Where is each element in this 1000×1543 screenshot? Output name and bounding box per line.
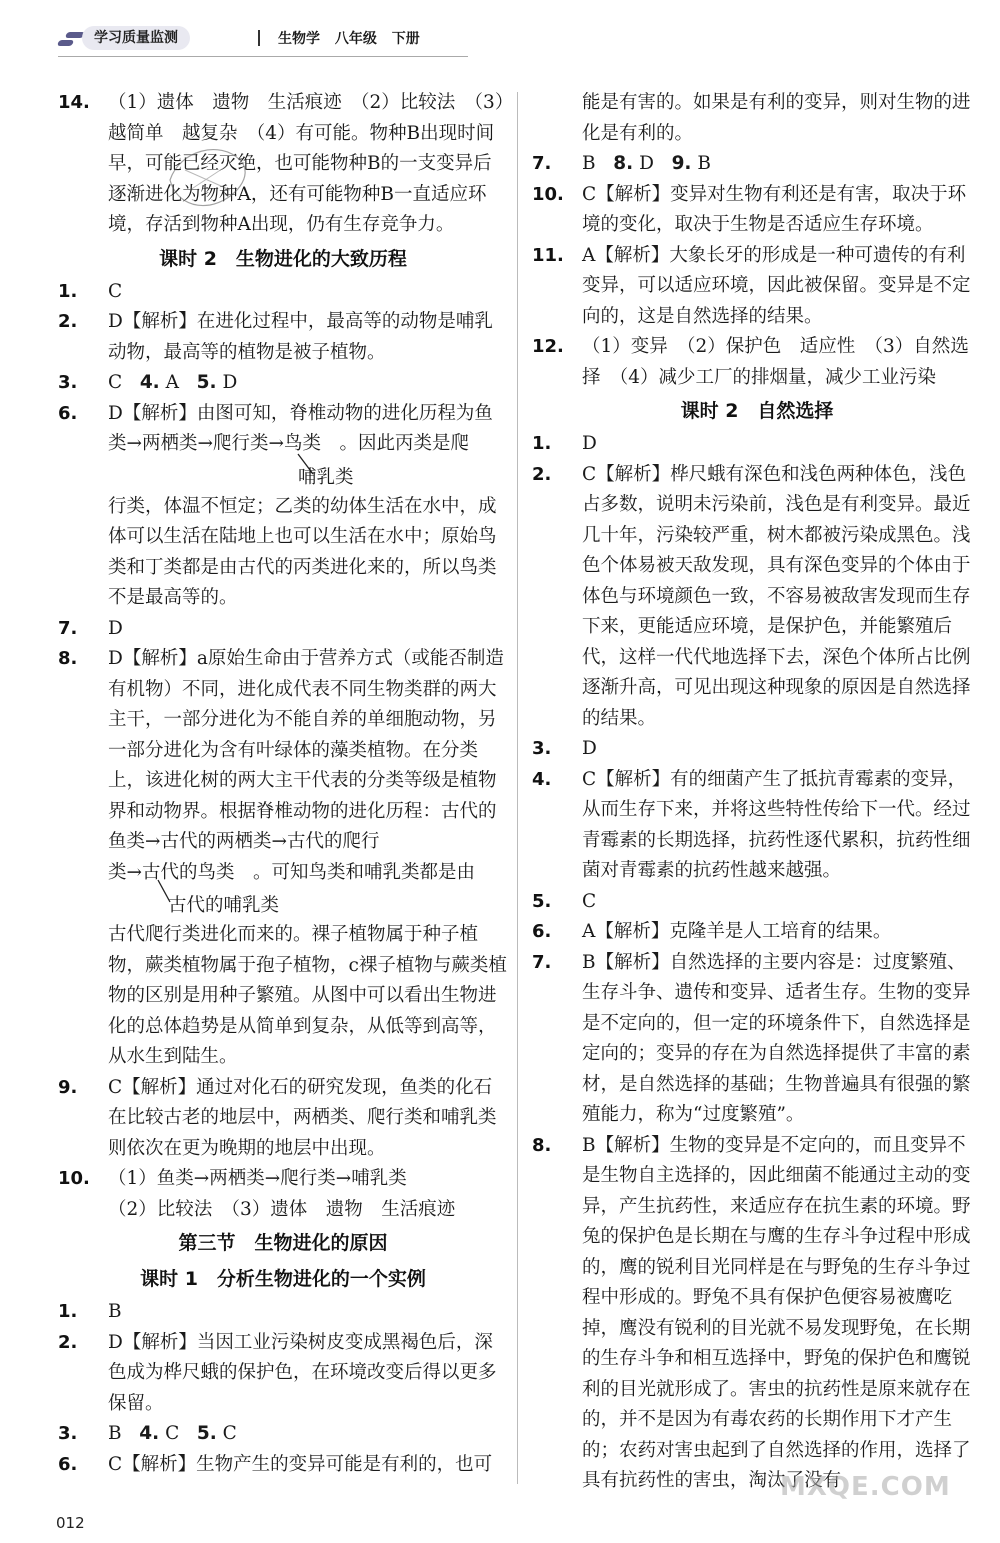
question-number: 5. (196, 1423, 217, 1444)
question-number: 8. (613, 153, 634, 174)
answer-text: D (108, 617, 123, 639)
header-separator (258, 30, 260, 46)
question-number: 1. (532, 433, 552, 454)
question-number: 7. (58, 617, 78, 639)
question-8 (532, 1131, 982, 1497)
answer-text: 能是有害的。如果是有利的变异，则对生物的进化是有利的。 (582, 92, 971, 144)
answer-text: B (697, 153, 711, 174)
question-2 (58, 307, 508, 368)
question-6 (58, 1450, 508, 1481)
answer-text: （1）鱼类→两栖类→爬行类→哺乳类 (108, 1168, 407, 1189)
answer-text: B【解析】自然选择的主要内容是：过度繁殖、生存斗争、遗传和变异、适者生存。生物的变异是不定向的，但一定的环境条件下，自然选择是定向的；变异的存在为自然选择提供了丰富的素材，是自然选择的基础；生物普遍具有很强的繁殖能力，称为“过度繁殖”。 (582, 951, 971, 1125)
header-stripe-decoration (57, 40, 74, 46)
question-11 (532, 241, 982, 333)
branch-label: 古代的哺乳类 (168, 895, 280, 916)
question-6-continued (532, 88, 982, 149)
answer-text: C (222, 1423, 237, 1444)
question-number: 3. (532, 738, 552, 759)
answer-text: B【解析】生物的变异是不定向的，而且变异不是生物自主选择的，因此细菌不能通过主动的变异，产生抗药性，来适应存在抗生素的环境。野兔的保护色是长期在与鹰的生存斗争过程中形成的，鹰的锐利目光同样是在与野兔的生存斗争过程中形成的。野兔不具有保护色便容易被鹰吃掉，鹰没有锐利的目光就不易发现野兔，在长期的生存斗争和相互选择中，野兔的保护色和鹰锐利的目光就形成了。害虫的抗药性是原来就存在的，并不是因为有毒农药的长期作用下才产生的；农药对害虫起到了自然选择的作用，选择了具有抗药性的害虫，淘汰了没有 (582, 1134, 971, 1491)
book-info (278, 28, 420, 48)
series-title: 学习质量监测 (82, 26, 190, 50)
question-7 (532, 948, 982, 1131)
question-2 (532, 460, 982, 735)
answer-text: C【解析】生物产生的变异可能是有利的，也可 (108, 1453, 493, 1475)
question-number: 6. (58, 402, 78, 424)
answer-text: （2）比较法 （3）遗体 遗物 生活痕迹 (108, 1198, 456, 1220)
answer-text: 古代爬行类进化而来的。裸子植物属于种子植物，蕨类植物属于孢子植物，c裸子植物与蕨类植物的区别是用种子繁殖。从图中可以看出生物进化的总体趋势是从简单到复杂，从低等到高等，从水生到陆生。 (108, 924, 507, 1067)
answer-text: A【解析】克隆羊是人工培育的结果。 (582, 921, 892, 942)
answer-text: C (108, 280, 123, 302)
answer-text: A【解析】大象长牙的形成是一种可遗传的有利变异，可以适应环境，因此被保留。变异是不定向的，这是自然选择的结果。 (582, 244, 971, 327)
question-number: 1. (58, 280, 78, 302)
answer-text: C (165, 1423, 180, 1444)
watermark: MXQE.COM (780, 1472, 951, 1502)
question-9 (58, 1073, 508, 1165)
question-3 (532, 734, 982, 765)
question-8 (58, 644, 508, 1073)
question-12 (532, 332, 982, 393)
branch-arrow (108, 460, 308, 492)
question-5 (532, 887, 982, 918)
question-number: 11. (532, 244, 564, 266)
question-1 (58, 277, 508, 308)
section-heading: 课时 1 分析生物进化的一个实例 (140, 1268, 426, 1290)
answer-text: C【解析】通过对化石的研究发现，鱼类的化石在比较古老的地层中，两栖类、爬行类和哺乳类则依次在更为晚期的地层中出现。 (108, 1076, 497, 1159)
section-heading: 第三节 生物进化的原因 (178, 1232, 388, 1254)
answer-text: C【解析】桦尺蛾有深色和浅色两种体色，浅色占多数，说明未污染前，浅色是有利变异。最近几十年，污染较严重，树木都被污染成黑色。浅色个体易被天敌发现，具有深色变异的个体由于体色与环境颜色一致，不容易被敌害发现而生存下来，更能适应环境，是保护色，并能繁殖后代，这样一代代地选择下去，深色个体所占比例逐渐升高，可见出现这种现象的原因是自然选择的结果。 (582, 463, 971, 729)
section-heading: 课时 2 自然选择 (680, 400, 834, 422)
question-number: 2. (58, 1331, 78, 1353)
question-number: 14. (58, 92, 90, 113)
answer-text: （1）变异 （2）保护色 适应性 （3）自然选择 （4）减少工厂的排烟量，减少工业污染 (582, 336, 969, 388)
question-number: 4. (139, 372, 160, 393)
evolution-chain: 类→两栖类→爬行类→鸟类 。因此丙类是爬 (108, 433, 470, 454)
question-number: 3. (58, 1423, 78, 1444)
branch-diagram (108, 460, 508, 492)
answer-text: B (108, 1423, 122, 1444)
answer-text: D【解析】a原始生命由于营养方式（或能否制造有机物）不同，进化成代表不同生物类群的两大主干，一部分进化为不能自养的单细胞动物，另一部分进化为含有叶绿体的藻类植物。在分类上，该进化树的两大主干代表的分类等级是植物界和动物界。根据脊椎动物的进化历程：古代的鱼类→古代的两栖类→古代的爬行 (108, 648, 504, 852)
question-number: 7. (532, 153, 552, 174)
question-7-9 (532, 149, 982, 180)
subject: 生物学 (278, 31, 320, 47)
question-6 (58, 399, 508, 614)
answer-text: D【解析】当因工业污染树皮变成黑褐色后，深色成为桦尺蛾的保护色，在环境改变后得以更多保留。 (108, 1331, 497, 1414)
question-3-5 (58, 368, 508, 399)
answer-text: B (582, 153, 596, 174)
question-number: 4. (532, 768, 552, 790)
question-4 (532, 765, 982, 887)
section-heading: 课时 2 生物进化的大致历程 (159, 247, 407, 270)
question-number: 5. (196, 372, 217, 393)
answer-text: （1）遗体 遗物 生活痕迹 （2）比较法 （3）越简单 越复杂 （4）有可能。物种B出现时间早，可能已经灭绝，也可能物种B的一支变异后逐渐进化为物种A，还有可能物种B一直适应环境，存活到物种A出现，仍有生存竞争力。 (108, 92, 505, 235)
grade: 八年级 (334, 31, 377, 47)
question-number: 9. (671, 153, 692, 174)
question-number: 7. (532, 951, 552, 973)
question-number: 8. (58, 648, 78, 669)
question-1 (532, 429, 982, 460)
question-number: 10. (58, 1168, 90, 1189)
answer-text: C【解析】有的细菌产生了抵抗青霉素的变异，从而生存下来，并将这些特性传给下一代。经过青霉素的长期选择，抗药性逐代累积，抗药性细菌对青霉素的抗药性越来越强。 (582, 768, 971, 881)
question-number: 6. (58, 1453, 78, 1475)
question-number: 10. (532, 183, 564, 205)
page-header (58, 18, 478, 58)
evolution-chain: 类→古代的鸟类 。可知鸟类和哺乳类都是由 (108, 861, 476, 883)
answer-text: D (639, 153, 654, 174)
column-divider (517, 92, 518, 1484)
branch-diagram (108, 888, 508, 920)
question-number: 12. (532, 336, 564, 357)
question-1 (58, 1297, 508, 1328)
answer-text: D (582, 433, 597, 454)
volume: 下册 (391, 31, 420, 47)
question-number: 2. (58, 311, 78, 332)
branch-label: 哺乳类 (298, 466, 354, 488)
answer-text: 行类，体温不恒定；乙类的幼体生活在水中，成体可以生活在陆地上也可以生活在水中；原始鸟类和丁类都是由古代的丙类进化来的，所以鸟类不是最高等的。 (108, 495, 497, 608)
header-rule (58, 56, 468, 57)
question-number: 1. (58, 1301, 78, 1322)
answer-text: C (108, 372, 123, 393)
answer-text: B (108, 1301, 122, 1322)
answer-text: C【解析】变异对生物有利还是有害，取决于环境的变化，取决于生物是否适应生存环境。 (582, 183, 967, 235)
question-number: 9. (58, 1076, 78, 1098)
left-column (58, 88, 508, 1480)
question-number: 4. (139, 1423, 160, 1444)
right-column (532, 88, 982, 1497)
question-14 (58, 88, 508, 241)
question-number: 2. (532, 463, 552, 485)
answer-text: C (582, 890, 597, 912)
answer-text: D【解析】在进化过程中，最高等的动物是哺乳动物，最高等的植物是被子植物。 (108, 311, 493, 363)
question-10 (532, 180, 982, 241)
question-number: 5. (532, 890, 552, 912)
question-7 (58, 614, 508, 645)
question-number: 3. (58, 372, 78, 393)
question-10 (58, 1164, 508, 1225)
answer-text: D (582, 738, 597, 759)
question-number: 8. (532, 1134, 552, 1156)
question-3-5 (58, 1419, 508, 1450)
question-6 (532, 917, 982, 948)
page-number: 012 (56, 1514, 85, 1532)
answer-text: A (165, 372, 179, 393)
answer-text: D【解析】由图可知，脊椎动物的进化历程为鱼 (108, 402, 493, 424)
question-2 (58, 1328, 508, 1420)
question-number: 6. (532, 921, 552, 942)
answer-text: D (222, 372, 238, 393)
